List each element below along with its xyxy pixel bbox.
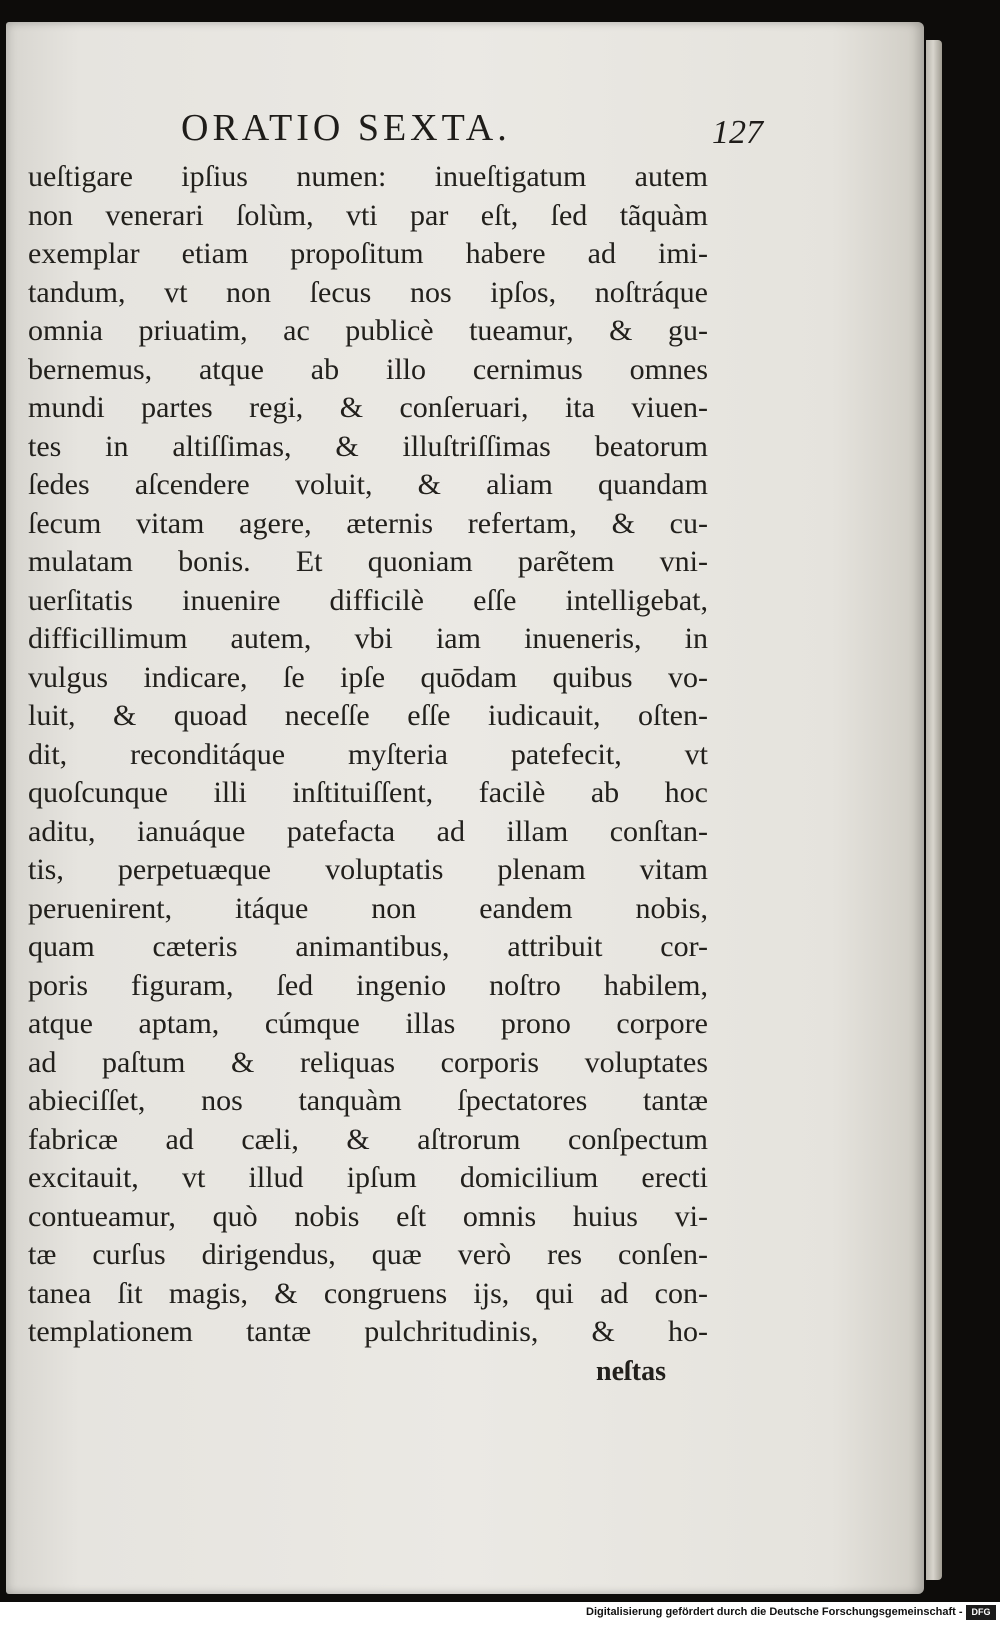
page-edge [926,40,942,1580]
text-line: quoſcunque illi inſtituiſſent, facilè ab hoc [28,776,708,809]
text-line: ſecum vitam agere, æternis refertam, & cu- [28,506,708,540]
text-line: mulatam bonis. Et quoniam parẽtem vni- [28,545,708,578]
text-line: aditu, ianuáque patefacta ad illam conſtan- [28,814,708,848]
text-line: non venerari ſolùm, vti par eſt, ſed tãquàm [28,198,708,232]
text-line: excitauit, vt illud ipſum domicilium erecti [28,1161,708,1194]
text-line: tæ curſus dirigendus, quæ verò res conſen- [28,1238,708,1271]
text-line: templationem tantæ pulchritudinis, & ho- [28,1315,708,1348]
book-page [6,22,924,1594]
text-line: fabricæ ad cæli, & aſtrorum conſpectum [28,1122,708,1156]
text-line: ſedes aſcendere voluit, & aliam quandam [28,468,708,501]
text-line: difficillimum autem, vbi iam inueneris, in [28,622,708,655]
catchword: neſtas [596,1356,666,1387]
text-line: exemplar etiam propoſitum habere ad imi- [28,237,708,270]
funding-note: Digitalisierung gefördert durch die Deutsche Forschungsgemeinschaft - [586,1606,963,1618]
text-line: peruenirent, itáque non eandem nobis, [28,891,708,925]
page-number: 127 [712,114,763,151]
text-line: mundi partes regi, & conſeruari, ita viuen- [28,391,708,424]
text-line: poris figuram, ſed ingenio noſtro habilem, [28,968,708,1002]
text-line: atque aptam, cúmque illas prono corpore [28,1007,708,1040]
text-line: quam cæteris animantibus, attribuit cor- [28,930,708,963]
text-line: dit, reconditáque myſteria patefecit, vt [28,737,708,771]
running-head: ORATIO SEXTA. [181,107,511,149]
text-line: ueſtigare ipſius numen: inueſtigatum autem [28,160,708,193]
text-line: abieciſſet, nos tanquàm ſpectatores tantæ [28,1084,708,1117]
text-line: tis, perpetuæque voluptatis plenam vitam [28,853,708,886]
dfg-logo: DFG [966,1605,996,1620]
text-line: ad paſtum & reliquas corporis voluptates [28,1045,708,1079]
text-block [28,158,708,1352]
text-line: luit, & quoad neceſſe eſſe iudicauit, oſten- [28,699,708,732]
text-line: tandum, vt non ſecus nos ipſos, noſtráque [28,275,708,309]
text-line: bernemus, atque ab illo cernimus omnes [28,352,708,386]
text-line: contueamur, quò nobis eſt omnis huius vi- [28,1199,708,1233]
text-line: tanea ſit magis, & congruens ijs, qui ad con- [28,1276,708,1310]
text-line: omnia priuatim, ac publicè tueamur, & gu- [28,314,708,347]
text-line: uerſitatis inuenire difficilè eſſe intelligebat, [28,583,708,617]
text-line: tes in altiſſimas, & illuſtriſſimas beatorum [28,429,708,463]
text-line: vulgus indicare, ſe ipſe quōdam quibus vo- [28,660,708,694]
